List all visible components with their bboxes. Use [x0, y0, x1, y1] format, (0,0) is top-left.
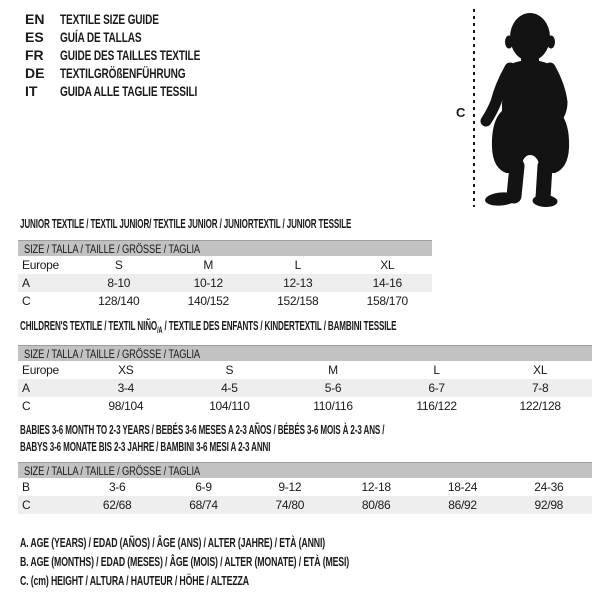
- row-label: Europe: [22, 258, 59, 272]
- table-cell: 3-6: [108, 480, 126, 494]
- table-cell: 74/80: [275, 498, 305, 512]
- height-measure-line: [473, 9, 475, 207]
- table-cell: 7-8: [531, 381, 549, 395]
- table-cell: 68/74: [189, 498, 218, 512]
- table-cell: M: [328, 363, 338, 377]
- footnote-a: A. AGE (YEARS) / EDAD (AÑOS) / ÂGE (ANS) / ALTER (JAHRE) / ETÀ (ANNI): [20, 536, 326, 550]
- language-code: FR: [25, 47, 44, 63]
- table-row-height: [18, 292, 432, 310]
- table-cell: S: [225, 363, 234, 377]
- language-code: IT: [25, 83, 38, 99]
- table-cell: 8-10: [107, 276, 131, 290]
- babies-table-title: BABIES 3-6 MONTH TO 2-3 YEARS / BEBÉS 3-6 MESES A 2-3 AÑOS / BÉBÉS 3-6 MOIS À 2-3 ANS / BABYS 3-6 MONATE BIS 2-3 JAHRE / BAMBINI 3-6 MESI A 2-3 ANNI: [20, 422, 385, 454]
- table-cell: 12-18: [361, 480, 391, 494]
- language-row-it: [25, 82, 255, 100]
- table-cell: 6-9: [195, 480, 212, 494]
- language-row-es: [25, 28, 255, 46]
- junior-table-title: JUNIOR TEXTILE / TEXTIL JUNIOR/ TEXTILE JUNIOR / JUNIORTEXTIL / JUNIOR TESSILE: [20, 216, 352, 231]
- footnote-c: C. (cm) HEIGHT / ALTURA / HAUTEUR / HÖHE / ALTEZZA: [20, 574, 249, 588]
- table-row-europe: [18, 256, 432, 274]
- footnote-legend: [20, 534, 490, 591]
- table-row-height: [18, 397, 592, 415]
- table-cell: 4-5: [221, 381, 238, 395]
- language-title: TEXTILGRÖßENFÜHRUNG: [60, 65, 186, 81]
- table-cell: 9-12: [278, 480, 302, 494]
- children-table-title: CHILDREN'S TEXTILE / TEXTIL $NIÑO_{/A}$ / TEXTILE DES ENFANTS / KINDERTEXTIL / BAMBINI TESSILE: [20, 318, 397, 335]
- row-label: A: [22, 276, 30, 290]
- table-cell: 98/104: [108, 399, 144, 413]
- table-cell: 14-16: [372, 276, 402, 290]
- table-cell: 158/170: [366, 294, 408, 308]
- table-cell: 128/140: [98, 294, 140, 308]
- size-header-bar: [18, 240, 432, 256]
- table-cell: 62/68: [102, 498, 132, 512]
- table-cell: 6-7: [428, 381, 445, 395]
- table-cell: 5-6: [324, 381, 342, 395]
- table-row-europe: [18, 361, 592, 379]
- size-table-junior: [18, 240, 432, 310]
- size-header-bar: [18, 462, 592, 478]
- language-code: EN: [25, 11, 45, 27]
- language-code: ES: [25, 29, 44, 45]
- table-cell: 86/92: [448, 498, 477, 512]
- table-cell: 140/152: [187, 294, 229, 308]
- table-cell: L: [294, 258, 301, 272]
- height-figure: [452, 5, 600, 208]
- size-header-bar: [18, 345, 592, 361]
- row-label: Europe: [22, 363, 59, 377]
- size-header-label: SIZE / TALLA / TAILLE / GRÖSSE / TAGLIA: [24, 463, 200, 478]
- table-cell: 18-24: [447, 480, 478, 494]
- footnote-b: B. AGE (MONTHS) / EDAD (MESES) / ÂGE (MOIS) / ALTER (MONATE) / ETÀ (MESI): [20, 555, 350, 569]
- table-cell: S: [114, 258, 123, 272]
- language-title: GUÍA DE TALLAS: [60, 29, 142, 45]
- table-cell: 116/122: [416, 399, 457, 413]
- language-title: GUIDE DES TAILLES TEXTILE: [60, 47, 201, 63]
- table-cell: XL: [533, 363, 548, 377]
- row-label: C: [22, 294, 31, 308]
- row-label: C: [22, 399, 31, 413]
- size-header-label: SIZE / TALLA / TAILLE / GRÖSSE / TAGLIA: [24, 241, 200, 256]
- table-cell: 3-4: [117, 381, 135, 395]
- language-title: TEXTILE SIZE GUIDE: [60, 11, 159, 27]
- size-table-children: [18, 345, 592, 415]
- size-header-label: SIZE / TALLA / TAILLE / GRÖSSE / TAGLIA: [24, 346, 200, 361]
- language-row-fr: [25, 46, 255, 64]
- table-cell: 10-12: [193, 276, 223, 290]
- table-cell: 12-13: [283, 276, 313, 290]
- language-row-en: [25, 10, 255, 28]
- language-row-de: [25, 64, 255, 82]
- table-cell: 92/98: [534, 498, 564, 512]
- row-label: A: [22, 381, 30, 395]
- row-label: B: [22, 480, 30, 494]
- row-label: C: [22, 498, 31, 512]
- table-cell: L: [433, 363, 440, 377]
- table-cell: 80/86: [361, 498, 391, 512]
- language-code: DE: [25, 65, 45, 81]
- table-cell: XL: [380, 258, 395, 272]
- table-cell: 122/128: [519, 399, 561, 413]
- height-measure-label: C: [456, 105, 466, 120]
- title-subscript: /A: [157, 325, 163, 335]
- table-cell: XS: [118, 363, 134, 377]
- table-cell: 110/116: [313, 399, 353, 413]
- language-list: [25, 10, 255, 100]
- language-title: GUIDA ALLE TAGLIE TESSILI: [60, 83, 198, 99]
- table-cell: M: [203, 258, 214, 272]
- size-table-babies: [18, 462, 592, 514]
- table-cell: 24-36: [534, 480, 564, 494]
- table-cell: 104/110: [209, 399, 250, 413]
- table-row-age: [18, 379, 592, 397]
- table-row-months: [18, 478, 592, 496]
- table-row-height: [18, 496, 592, 514]
- table-row-age: [18, 274, 432, 292]
- toddler-silhouette-icon: [480, 8, 598, 208]
- table-cell: 152/158: [277, 294, 319, 308]
